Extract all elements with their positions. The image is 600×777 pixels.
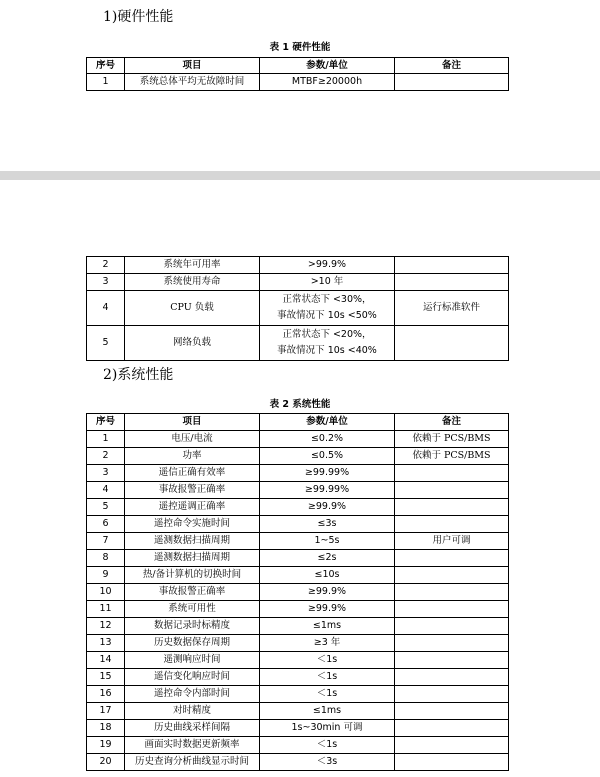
header-param: 参数/单位 (260, 58, 395, 74)
cell-param: ≤2s (260, 550, 395, 567)
cell-item: 对时精度 (125, 703, 260, 720)
header-remark: 备注 (395, 414, 509, 431)
cell-seq: 19 (87, 737, 125, 754)
header-seq: 序号 (87, 414, 125, 431)
cell-remark (395, 669, 509, 686)
cell-seq: 2 (87, 257, 125, 274)
cell-param: MTBF≥20000h (260, 74, 395, 91)
table-row (87, 499, 509, 516)
page-1 (0, 0, 600, 171)
cell-seq: 9 (87, 567, 125, 584)
cell-remark (395, 465, 509, 482)
table2-caption: 表 2 系统性能 (269, 399, 331, 410)
table-row (87, 703, 509, 720)
cell-param: >99.9% (260, 257, 395, 274)
cell-remark (395, 567, 509, 584)
header-remark: 备注 (395, 58, 509, 74)
cell-remark (395, 482, 509, 499)
table1-header-row (87, 58, 509, 74)
table-row (87, 567, 509, 584)
header-seq: 序号 (87, 58, 125, 74)
table1-part1 (86, 57, 509, 91)
cell-remark (395, 635, 509, 652)
cell-param: 1s~30min 可调 (260, 720, 395, 737)
cell-remark (395, 754, 509, 771)
section1-heading: 1)硬件性能 (103, 9, 174, 25)
cell-seq: 5 (87, 499, 125, 516)
cell-param: ≤10s (260, 567, 395, 584)
table-row (87, 431, 509, 448)
cell-item: 系统年可用率 (125, 257, 260, 274)
cell-remark (395, 601, 509, 618)
cell-remark (395, 326, 509, 361)
cell-param: 1~5s (260, 533, 395, 550)
table-row (87, 533, 509, 550)
cell-remark (395, 499, 509, 516)
cell-seq: 3 (87, 274, 125, 291)
table-row (87, 274, 509, 291)
table-row (87, 448, 509, 465)
cell-seq: 15 (87, 669, 125, 686)
cell-seq: 14 (87, 652, 125, 669)
cell-param: ≤3s (260, 516, 395, 533)
cell-remark (395, 516, 509, 533)
cell-item: 遥控命令实施时间 (125, 516, 260, 533)
table-row (87, 74, 509, 91)
cell-param: ≤0.2% (260, 431, 395, 448)
cell-seq: 1 (87, 431, 125, 448)
cell-item: 遥信正确有效率 (125, 465, 260, 482)
cell-seq: 18 (87, 720, 125, 737)
table1-caption: 表 1 硬件性能 (269, 42, 331, 53)
cell-param: 正常状态下 <30%， 事故情况下 10s <50% (260, 291, 395, 326)
cell-item: 历史查询分析曲线显示时间 (125, 754, 260, 771)
cell-item: 数据记录时标精度 (125, 618, 260, 635)
cell-param: ≥99.99% (260, 465, 395, 482)
cell-remark: 依赖于 PCS/BMS (395, 448, 509, 465)
table-row (87, 584, 509, 601)
cell-remark (395, 550, 509, 567)
cell-seq: 16 (87, 686, 125, 703)
cell-item: 遥测响应时间 (125, 652, 260, 669)
cell-item: 遥控遥调正确率 (125, 499, 260, 516)
cell-item: 功率 (125, 448, 260, 465)
table-row (87, 257, 509, 274)
cell-item: CPU 负载 (125, 291, 260, 326)
table-row (87, 635, 509, 652)
table-row (87, 516, 509, 533)
header-param: 参数/单位 (260, 414, 395, 431)
cell-seq: 1 (87, 74, 125, 91)
cell-seq: 6 (87, 516, 125, 533)
header-item: 项目 (125, 414, 260, 431)
cell-remark (395, 652, 509, 669)
cell-seq: 12 (87, 618, 125, 635)
table-row (87, 686, 509, 703)
table-row (87, 737, 509, 754)
table-row (87, 550, 509, 567)
cell-item: 历史曲线采样间隔 (125, 720, 260, 737)
cell-remark (395, 257, 509, 274)
cell-remark (395, 720, 509, 737)
cell-remark: 运行标准软件 (395, 291, 509, 326)
cell-param: ＜3s (260, 754, 395, 771)
cell-seq: 20 (87, 754, 125, 771)
table-row (87, 465, 509, 482)
cell-remark (395, 274, 509, 291)
page-2 (0, 180, 600, 777)
cell-param: ≤0.5% (260, 448, 395, 465)
cell-param: >10 年 (260, 274, 395, 291)
cell-param: 正常状态下 <20%， 事故情况下 10s <40% (260, 326, 395, 361)
cell-seq: 2 (87, 448, 125, 465)
cell-item: 网络负载 (125, 326, 260, 361)
cell-param: ≥3 年 (260, 635, 395, 652)
cell-remark (395, 737, 509, 754)
cell-remark (395, 703, 509, 720)
cell-seq: 7 (87, 533, 125, 550)
cell-remark (395, 74, 509, 91)
cell-param: ≤1ms (260, 703, 395, 720)
cell-item: 历史数据保存周期 (125, 635, 260, 652)
table-row (87, 754, 509, 771)
section2-heading: 2)系统性能 (103, 367, 174, 383)
table-row (87, 482, 509, 499)
cell-param: ＜1s (260, 669, 395, 686)
cell-remark (395, 686, 509, 703)
table-row (87, 720, 509, 737)
header-item: 项目 (125, 58, 260, 74)
cell-item: 画面实时数据更新频率 (125, 737, 260, 754)
cell-param: ≥99.9% (260, 499, 395, 516)
cell-seq: 13 (87, 635, 125, 652)
table2-header-row (87, 414, 509, 431)
page-separator (0, 171, 600, 180)
table-row (87, 669, 509, 686)
cell-seq: 17 (87, 703, 125, 720)
cell-param: ＜1s (260, 737, 395, 754)
cell-param: ＜1s (260, 686, 395, 703)
cell-param: ≥99.9% (260, 601, 395, 618)
cell-item: 事故报警正确率 (125, 584, 260, 601)
cell-seq: 4 (87, 482, 125, 499)
cell-seq: 8 (87, 550, 125, 567)
cell-item: 事故报警正确率 (125, 482, 260, 499)
table-row (87, 618, 509, 635)
cell-item: 遥控命令内部时间 (125, 686, 260, 703)
cell-seq: 11 (87, 601, 125, 618)
table1-part2 (86, 256, 509, 361)
cell-param: ≥99.9% (260, 584, 395, 601)
table-row (87, 601, 509, 618)
cell-param: ＜1s (260, 652, 395, 669)
cell-seq: 10 (87, 584, 125, 601)
cell-seq: 5 (87, 326, 125, 361)
table-row (87, 326, 509, 361)
cell-item: 电压/电流 (125, 431, 260, 448)
cell-remark: 依赖于 PCS/BMS (395, 431, 509, 448)
cell-param: ≥99.99% (260, 482, 395, 499)
cell-item: 系统使用寿命 (125, 274, 260, 291)
cell-item: 遥信变化响应时间 (125, 669, 260, 686)
cell-item: 系统总体平均无故障时间 (125, 74, 260, 91)
cell-item: 热/备计算机的切换时间 (125, 567, 260, 584)
cell-param: ≤1ms (260, 618, 395, 635)
table-row (87, 291, 509, 326)
cell-seq: 3 (87, 465, 125, 482)
cell-item: 系统可用性 (125, 601, 260, 618)
cell-remark (395, 618, 509, 635)
cell-remark (395, 584, 509, 601)
cell-seq: 4 (87, 291, 125, 326)
cell-remark: 用户可调 (395, 533, 509, 550)
cell-item: 遥测数据扫描周期 (125, 533, 260, 550)
table2 (86, 413, 509, 771)
cell-item: 遥测数据扫描周期 (125, 550, 260, 567)
table-row (87, 652, 509, 669)
